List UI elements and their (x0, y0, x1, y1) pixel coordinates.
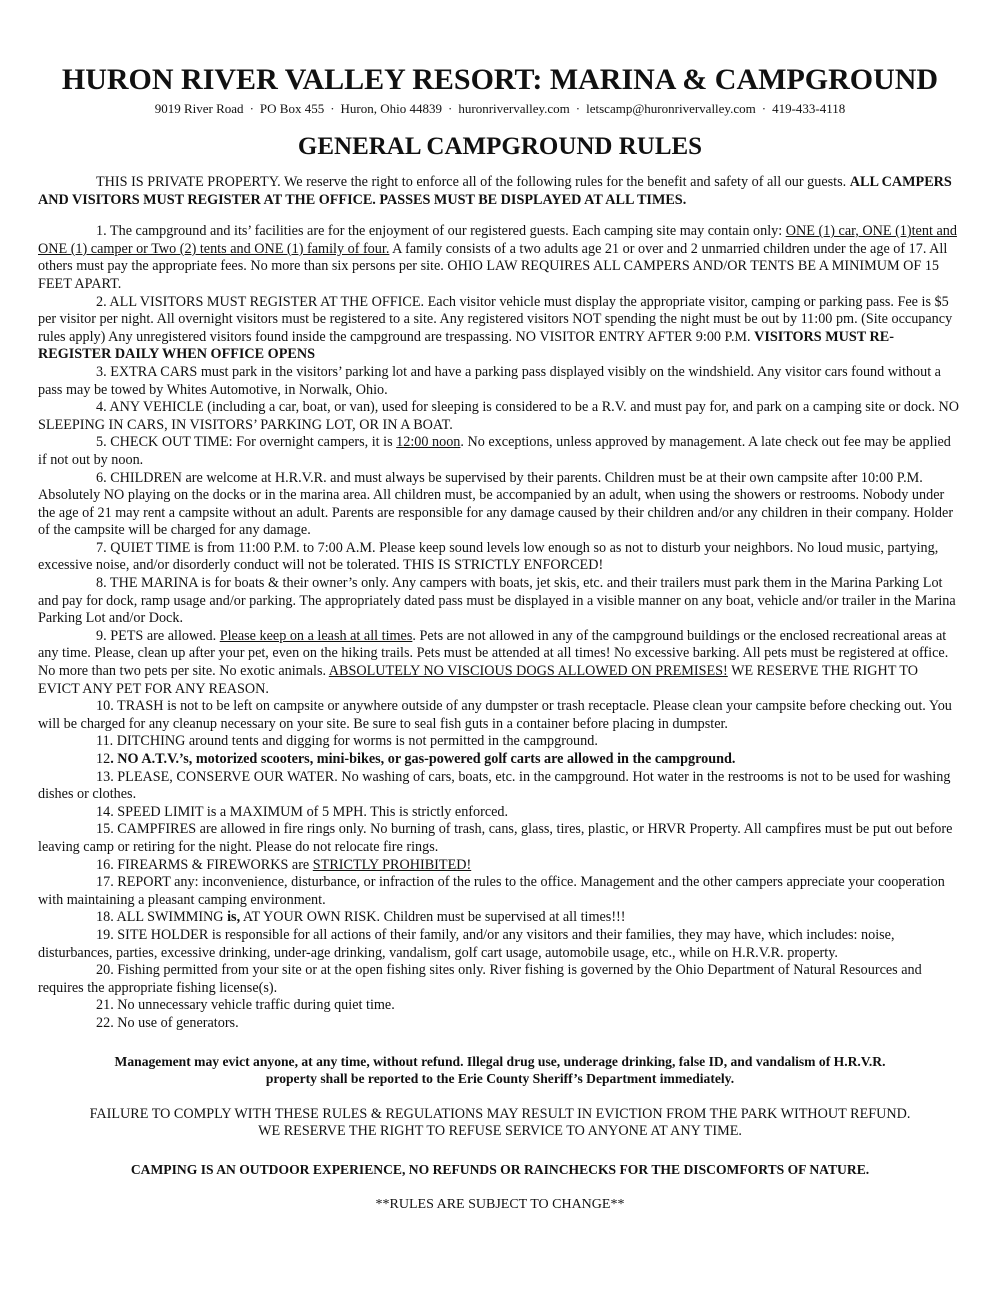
email: letscamp@huronrivervalley.com (586, 101, 756, 116)
management-line-2: property shall be reported to the Erie County Sheriff’s Department immediately. (265, 1071, 735, 1087)
rule-5 (38, 434, 962, 469)
street-address: 9019 River Road (154, 101, 244, 116)
rule-8: 8. THE MARINA is for boats & their owner’s only. Any campers with boats, jet skis, etc. and their trailers must park them in the Marina Parking Lot and pay for dock, ramp usage and/or parking. The appropriately dated pass must be displayed in a visible manner on any boat, vehicle and/or trailer in the Marina Parking Lot and/or Dock. (38, 575, 956, 627)
rule-text: . No exceptions, unless approved by management. A late check out fee may be applied if not out by noon. (38, 434, 951, 468)
rule-underline: STRICTLY PROHIBITED! (312, 856, 472, 873)
rule-14: 14. SPEED LIMIT is a MAXIMUM of 5 MPH. This is strictly enforced. (96, 803, 509, 820)
rule-9 (38, 628, 962, 698)
intro-text: THIS IS PRIVATE PROPERTY. We reserve the right to enforce all of the following rules for the benefit and safety of all our guests. (96, 174, 850, 190)
rule-text: 18. ALL SWIMMING (96, 909, 228, 926)
rules-list (38, 223, 962, 1032)
rule-6: 6. CHILDREN are welcome at H.R.V.R. and must always be supervised by their parents. Children must be at their own campsite after 10:00 P.M. Absolutely NO playing on the docks or in the marina area. All children must, be accompanied by an adult, when using the showers or restrooms. Nobody under the age of 21 may rent a campsite without an adult. Parents are responsible for any damage caused by their children and/or any children in their company. Holder of the campsite will be charged for any damage. (38, 469, 954, 539)
separator: · (249, 101, 254, 116)
rule-text: WE RESERVE THE RIGHT TO EVICT ANY PET FOR ANY REASON. (38, 663, 919, 697)
rule-text: 16. FIREARMS & FIREWORKS are (96, 856, 313, 873)
rule-underline: 12:00 noon (396, 434, 461, 451)
outdoor-notice: CAMPING IS AN OUTDOOR EXPERIENCE, NO REFUNDS OR RAINCHECKS FOR THE DISCOMFORTS OF NATURE. (130, 1161, 870, 1177)
rule-bold: . NO A.T.V.’s, motorized scooters, mini-bikes, or gas-powered golf carts are allowed in the campground. (110, 751, 736, 767)
resort-title: HURON RIVER VALLEY RESORT: MARINA & CAMPGROUND (61, 63, 939, 96)
failure-line-1: FAILURE TO COMPLY WITH THESE RULES & REGULATIONS MAY RESULT IN EVICTION FROM THE PARK WITHOUT REFUND. (89, 1105, 911, 1122)
po-box: PO Box 455 (259, 101, 325, 116)
rule-7: 7. QUIET TIME is from 11:00 P.M. to 7:00 A.M. Please keep sound levels low enough so as not to disturb your neighbors. No loud music, partying, excessive noise, and/or disorderly conduct will not be tolerated. THIS IS STRICTLY ENFORCED! (38, 539, 939, 574)
failure-notice (38, 1106, 962, 1141)
separator: · (448, 101, 453, 116)
rule-19: 19. SITE HOLDER is responsible for all actions of their family, and/or any visitors and their families, they may have, which includes: noise, disturbances, parties, excessive drinking, under-age drinking, vandalism, golf cart usage, automobile usage, etc., while on H.R.V.R. property. (38, 926, 895, 961)
rule-underline: ONE (1) car, ONE (1)tent and ONE (1) camper or Two (2) tents and ONE (1) family of four. (38, 223, 957, 257)
rule-16 (38, 857, 962, 875)
rule-text: 9. PETS are allowed. (96, 627, 220, 644)
rule-17: 17. REPORT any: inconvenience, disturbance, or infraction of the rules to the office. Management and the other campers appreciate your cooperation with maintaining a pleasant camping environment. (38, 874, 945, 908)
rule-text: AT YOUR OWN RISK. Children must be supervised at all times!!! (240, 909, 626, 926)
separator: · (761, 101, 767, 116)
intro-paragraph (38, 174, 962, 209)
management-line-1: Management may evict anyone, at any time, without refund. Illegal drug use, underage drinking, false ID, and vandalism of H.R.V.R. (114, 1053, 886, 1069)
city-state-zip: Huron, Ohio 44839 (340, 101, 443, 116)
rule-text: 5. CHECK OUT TIME: For overnight campers, it is (96, 434, 397, 451)
rule-18 (38, 909, 962, 927)
rule-1 (38, 223, 962, 293)
rule-15: 15. CAMPFIRES are allowed in fire rings only. No burning of trash, cans, glass, tires, plastic, or HRVR Property. All campfires must be put out before leaving camp or retiring for the night. Please do not relocate fire rings. (38, 821, 953, 855)
rule-underline: Please keep on a leash at all times (219, 627, 413, 644)
rule-13: 13. PLEASE, CONSERVE OUR WATER. No washing of cars, boats, etc. in the campground. Hot water in the restrooms is not to be used for washing dishes or clothes. (38, 768, 951, 803)
rule-10: 10. TRASH is not to be left on campsite or anywhere outside of any dumpster or trash receptacle. Please clean your campsite before checking out. You will be charged for any cleanup necessary on your site. Be sure to seal fish guts in a container before placing in dumpster. (38, 698, 952, 732)
rules-heading: GENERAL CAMPGROUND RULES (297, 133, 703, 160)
rule-text: A family consists of a two adults age 21 or over and 2 unmarried children under the age of 17. All others must pay the appropriate fees. No more than six persons per site. OHIO LAW REQUIRES ALL CAMPERS AND/OR TENTS BE A MINIMUM OF 15 FEET APART. (38, 240, 948, 292)
rule-text: 12 (96, 751, 111, 767)
rule-2 (38, 294, 962, 364)
rule-22: 22. No use of generators. (96, 1014, 239, 1031)
management-notice (38, 1053, 962, 1088)
website: huronrivervalley.com (458, 101, 570, 116)
intro-bold: ALL CAMPERS AND VISITORS MUST REGISTER AT THE OFFICE. PASSES MUST BE DISPLAYED AT ALL TIMES. (38, 174, 952, 208)
rule-4: 4. ANY VEHICLE (including a car, boat, or van), used for sleeping is considered to be a R.V. and must pay for, and park on a camping site or dock. NO SLEEPING IN CARS, IN VISITORS’ PARKING LOT, OR IN A BOAT. (38, 399, 960, 433)
separator: · (330, 101, 335, 116)
failure-line-2: WE RESERVE THE RIGHT TO REFUSE SERVICE TO ANYONE AT ANY TIME. (258, 1123, 742, 1140)
change-notice: **RULES ARE SUBJECT TO CHANGE** (375, 1197, 625, 1213)
rule-3: 3. EXTRA CARS must park in the visitors’ parking lot and have a parking pass displayed visibly on the windshield. Any visitor cars found without a pass may be towed by Whites Automotive, in Norwalk, Ohio. (38, 363, 941, 398)
rule-21: 21. No unnecessary vehicle traffic during quiet time. (96, 997, 395, 1014)
contact-line (38, 100, 962, 118)
separator: · (575, 101, 581, 116)
rule-underline: ABSOLUTELY NO VISCIOUS DOGS ALLOWED ON PREMISES! (328, 663, 728, 680)
phone: 419-433-4118 (772, 101, 846, 116)
rule-20: 20. Fishing permitted from your site or at the open fishing sites only. River fishing is governed by the Ohio Department of Natural Resources and requires the appropriate fishing license(s). (38, 962, 922, 996)
rule-bold: VISITORS MUST RE- REGISTER DAILY WHEN OFFICE OPENS (38, 328, 894, 363)
rule-text: 2. ALL VISITORS MUST REGISTER AT THE OFFICE. Each visitor vehicle must display the appropriate visitor, camping or parking pass. Fee is $5 per visitor per night. All overnight visitors must be registered to a site. Any registered visitors NOT spending the night must be out by 11:00 pm. (Site occupancy rules apply) Any unregistered visitors found inside the campground are trespassing. NO VISITOR ENTRY AFTER 9:00 P.M. (38, 293, 953, 345)
rule-text: . Pets are not allowed in any of the campground buildings or the enclosed recreational areas at any time. Please, clean up after your pet, even on the hiking trails. Pets must be attended at all times! No excessive barking. All pets must be registered at office. No more than two pets per site. No exotic animals. (38, 627, 949, 680)
rule-bold: is, (227, 909, 241, 926)
rule-12 (38, 751, 962, 769)
rule-11: 11. DITCHING around tents and digging for worms is not permitted in the campground. (96, 733, 598, 750)
rule-text: 1. The campground and its’ facilities are for the enjoyment of our registered guests. Each camping site may contain only: (96, 223, 786, 240)
